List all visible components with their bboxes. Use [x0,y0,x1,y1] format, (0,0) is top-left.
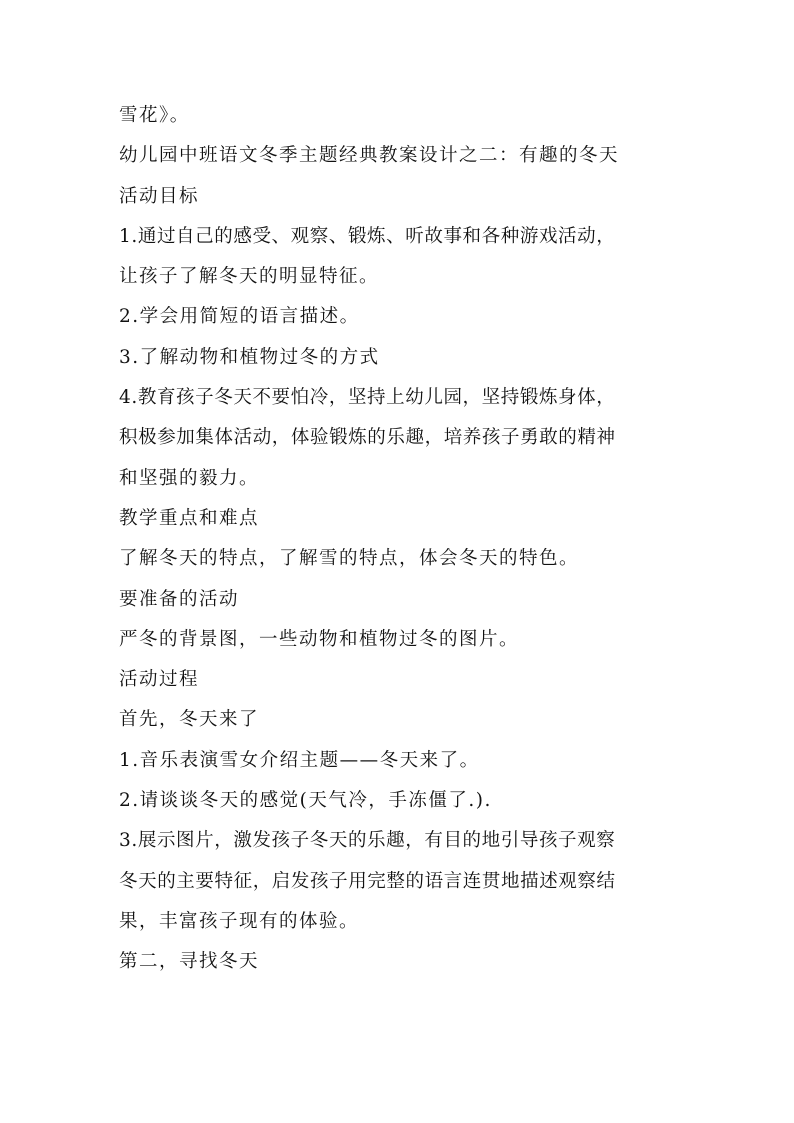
subsection-heading: 首先，冬天来了 [119,709,260,731]
text-line: 2.请谈谈冬天的感觉(天气冷，手冻僵了.). [119,790,492,812]
section-heading: 要准备的活动 [119,588,240,610]
section-heading: 活动目标 [119,185,200,207]
text-line: 冬天的主要特征，启发孩子用完整的语言连贯地描述观察结 [119,870,616,892]
text-line: 让孩子了解冬天的明显特征。 [119,266,380,288]
text-line: 4.教育孩子冬天不要怕冷，坚持上幼儿园，坚持锻炼身体， [119,387,616,409]
text-line: 和坚强的毅力。 [119,467,260,489]
text-line: 3.了解动物和植物过冬的方式 [119,346,380,368]
text-line: 2.学会用简短的语言描述。 [119,306,360,328]
text-line: 1.通过自己的感受、观察、锻炼、听故事和各种游戏活动， [119,225,616,247]
text-line: 积极参加集体活动，体验锻炼的乐趣，培养孩子勇敢的精神 [119,427,616,449]
text-line: 3.展示图片，激发孩子冬天的乐趣，有目的地引导孩子观察 [119,830,616,852]
section-heading: 活动过程 [119,669,200,691]
text-line: 果，丰富孩子现有的体验。 [119,910,360,932]
lesson-title: 幼儿园中班语文冬季主题经典教案设计之二：有趣的冬天 [119,145,620,167]
section-heading: 教学重点和难点 [119,507,260,529]
document-body [119,96,679,983]
subsection-heading: 第二，寻找冬天 [119,951,260,973]
text-line: 严冬的背景图，一些动物和植物过冬的图片。 [119,628,520,650]
text-line: 雪花》。 [119,105,190,126]
text-line: 了解冬天的特点，了解雪的特点，体会冬天的特色。 [119,548,580,570]
text-line: 1.音乐表演雪女介绍主题——冬天来了。 [119,749,480,771]
